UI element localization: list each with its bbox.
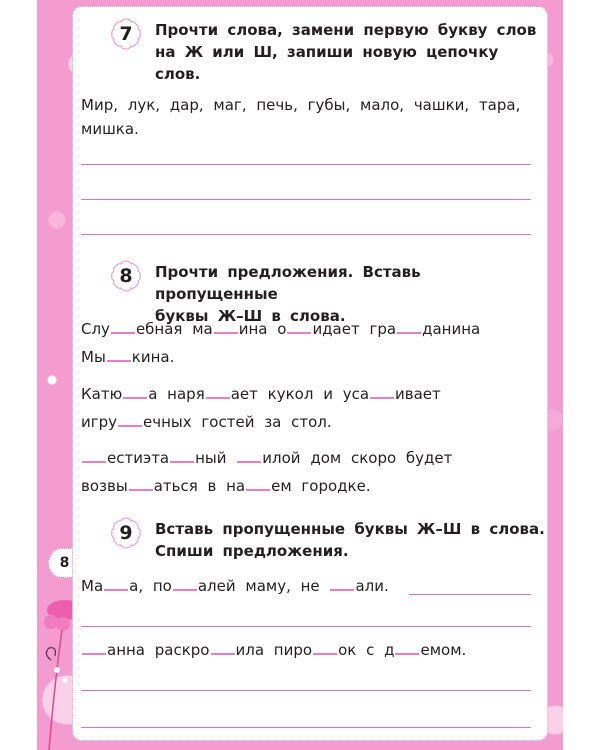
letter-blank[interactable] bbox=[330, 589, 354, 591]
task-7-header bbox=[109, 19, 536, 85]
letter-blank[interactable] bbox=[370, 397, 394, 399]
sentence-line: игру ечных гостей за стол. bbox=[81, 413, 332, 431]
letter-blank[interactable] bbox=[395, 653, 419, 655]
letter-blank[interactable] bbox=[246, 489, 270, 491]
task-9-header bbox=[109, 518, 545, 562]
letter-blank[interactable] bbox=[129, 489, 153, 491]
task-7-title: Прочти слова, замени первую букву слов на Ж или Ш, запиши новую цепочку слов. bbox=[155, 21, 537, 83]
letter-blank[interactable] bbox=[82, 653, 106, 655]
answer-line[interactable] bbox=[81, 626, 531, 627]
letter-blank[interactable] bbox=[123, 397, 147, 399]
answer-line[interactable] bbox=[409, 594, 531, 595]
worksheet-card bbox=[72, 6, 548, 741]
letter-blank[interactable] bbox=[211, 653, 235, 655]
letter-blank[interactable] bbox=[214, 332, 238, 334]
sentence-line: Ма а, по алей маму, не али. bbox=[81, 577, 389, 595]
letter-blank[interactable] bbox=[107, 360, 131, 362]
task-9-title: Вставь пропущенные буквы Ж–Ш в слова. Спиши предложения. bbox=[155, 520, 545, 560]
answer-line[interactable] bbox=[81, 234, 531, 235]
letter-blank[interactable] bbox=[206, 397, 230, 399]
letter-blank[interactable] bbox=[111, 332, 135, 334]
task-number-badge: 9 bbox=[109, 516, 143, 550]
letter-blank[interactable] bbox=[287, 332, 311, 334]
task-7-word-list: Мир, лук, дар, маг, печь, губы, мало, чашки, тара, bbox=[81, 96, 521, 114]
sentence-line: естиэта ный илой дом скоро будет bbox=[81, 448, 452, 468]
answer-line[interactable] bbox=[81, 727, 531, 728]
letter-blank[interactable] bbox=[170, 461, 194, 463]
letter-blank[interactable] bbox=[313, 653, 337, 655]
letter-blank[interactable] bbox=[237, 461, 261, 463]
sentence-line: Катю а наря ает кукол и уса ивает bbox=[81, 385, 441, 403]
task-7-word-list-cont: мишка. bbox=[81, 120, 139, 138]
page-number: 8 bbox=[59, 555, 70, 571]
letter-blank[interactable] bbox=[173, 589, 197, 591]
letter-blank[interactable] bbox=[397, 332, 421, 334]
letter-blank[interactable] bbox=[82, 461, 106, 463]
sentence-line: Мы кина. bbox=[81, 348, 175, 366]
flower-decoration-icon bbox=[37, 590, 77, 750]
task-number-badge: 8 bbox=[109, 259, 143, 293]
answer-line[interactable] bbox=[81, 690, 531, 691]
task-8-header bbox=[109, 261, 547, 327]
answer-line[interactable] bbox=[81, 199, 531, 200]
sentence-line: Слу ебная ма ина о идает гра данина bbox=[81, 320, 481, 338]
answer-line[interactable] bbox=[81, 164, 531, 165]
sentence-line: анна раскро ила пиро ок с д емом. bbox=[81, 640, 466, 660]
letter-blank[interactable] bbox=[118, 425, 142, 427]
letter-blank[interactable] bbox=[104, 589, 128, 591]
sentence-line: возвы аться в на ем городке. bbox=[81, 477, 371, 495]
task-8-title: Прочти предложения. Вставь пропущенные буквы Ж–Ш в слова. bbox=[155, 263, 421, 325]
task-number-badge: 7 bbox=[109, 17, 143, 51]
